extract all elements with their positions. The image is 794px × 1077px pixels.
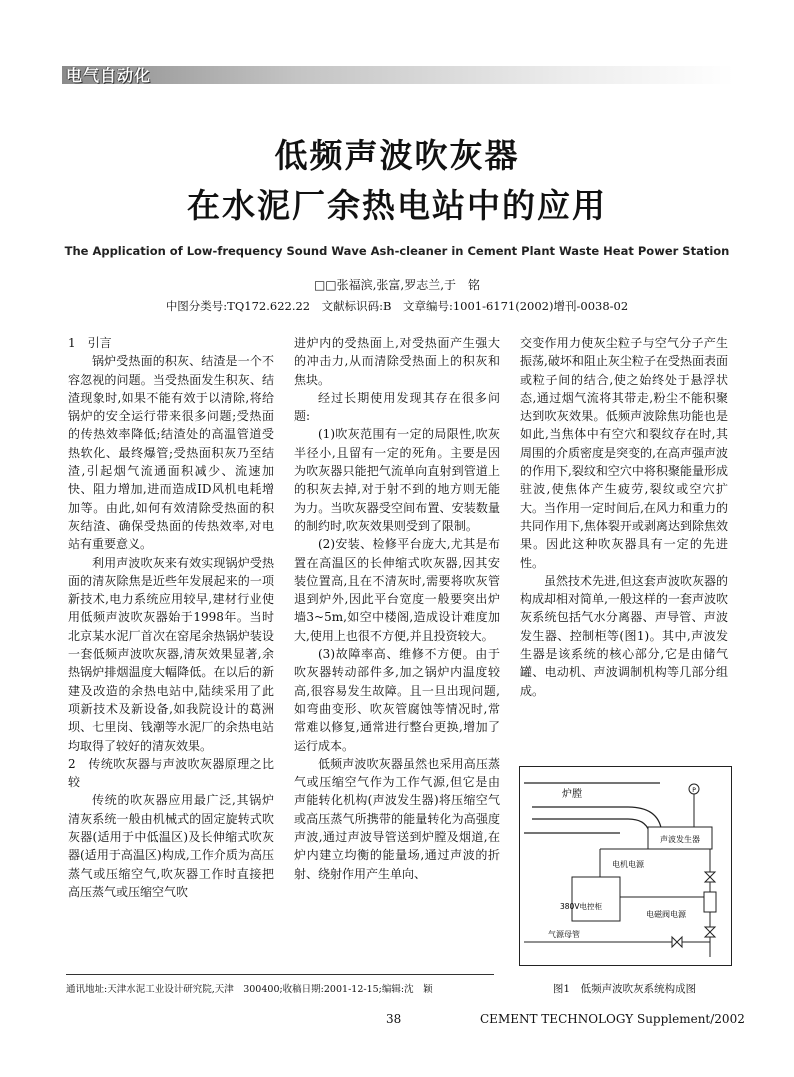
- column-3: [520, 334, 728, 700]
- authors: □□张福滨,张富,罗志兰,于 铭: [313, 278, 481, 292]
- furnace-label: 炉膛: [562, 789, 582, 800]
- air-source-label: 气源母管: [548, 930, 580, 939]
- control-cabinet-box: [572, 877, 620, 921]
- system-diagram: [519, 766, 732, 966]
- section-heading: 2 传统吹灰器与声波吹灰器原理之比较: [68, 756, 274, 790]
- gauge-label: P: [692, 787, 696, 794]
- valve-icon: [705, 927, 715, 937]
- sound-guide-pipe-bottom: [532, 819, 650, 839]
- section-heading: 1 引言: [68, 336, 112, 350]
- paragraph: 传统的吹灰器应用最广泛,其锅炉清灰系统一般由机械式的固定旋转式吹灰器(适用于中低温区)及长伸缩式吹灰器(适用于高温区)构成,工作介质为高压蒸气或压缩空气,吹灰器工作时直接把高压蒸气或压缩空气吹: [68, 793, 274, 899]
- classification-line: 中图分类号:TQ172.622.22 文献标识码:B 文章编号:1001-6171(2002)增刊-0038-02: [165, 299, 629, 313]
- column-2: [294, 334, 500, 883]
- footnote-divider: [66, 974, 494, 975]
- column-1: [68, 334, 274, 901]
- separator-box: [704, 892, 716, 912]
- title-line-2: 在水泥厂余热电站中的应用: [187, 186, 607, 225]
- control-cabinet-label: 380V电控柜: [560, 902, 602, 911]
- section-label: 电气自动化: [66, 66, 152, 85]
- english-title: The Application of Low-frequency Sound Wave Ash-cleaner in Cement Plant Waste Heat Power Station: [64, 244, 730, 258]
- sound-generator-label: 声波发生器: [660, 835, 700, 844]
- paragraph: 经过长期使用发现其存在很多问题:: [294, 390, 500, 424]
- paragraph: (3)故障率高、维修不方便。由于吹灰器转动部件多,加之锅炉内温度较高,很容易发生故障。且一旦出现问题,如弯曲变形、吹灰管腐蚀等情况时,常常难以修复,通常进行整台更换,增加了运行成本。: [294, 647, 500, 753]
- valve-icon: [705, 872, 715, 882]
- system-diagram-svg: [520, 767, 731, 965]
- footnote: 通讯地址:天津水泥工业设计研究院,天津 300400;收稿日期:2001-12-15;编辑:沈 颖: [66, 984, 433, 995]
- paragraph: 利用声波吹灰来有效实现锅炉受热面的清灰除焦是近些年发展起来的一项新技术,电力系统应用较早,建材行业使用低频声波吹灰器始于1998年。当时北京某水泥厂首次在窑尾余热锅炉装设一套低频声波吹灰器,清灰效果显著,余热锅炉排烟温度大幅降低。在以后的新建及改造的余热电站中,陆续采用了此项新技术及新设备,如我院设计的葛洲坝、七里岗、钱潮等水泥厂的余热电站均取得了较好的清灰效果。: [68, 555, 274, 753]
- title-line-1: 低频声波吹灰器: [274, 136, 520, 175]
- motor-power-label: 电机电源: [612, 860, 644, 869]
- journal-name: CEMENT TECHNOLOGY Supplement/2002: [480, 1012, 745, 1026]
- paragraph: (2)安装、检修平台庞大,尤其是布置在高温区的长伸缩式吹灰器,因其安装位置高,且在不清灰时,需要将吹灰管退到炉外,因此平台宽度一般要突出炉墙3~5m,如空中楼阁,造成设计难度加大,使用上也很不方便,并且投资较大。: [294, 537, 500, 643]
- figure-caption: 图1 低频声波吹灰系统构成图: [552, 983, 697, 995]
- paragraph: 锅炉受热面的积灰、结渣是一个不容忽视的问题。当受热面发生积灰、结渣现象时,如果不能有效于以清除,将给锅炉的安全运行带来很多问题;受热面的传热效率降低;结渣处的高温管道受热软化、最终爆管;受热面积灰乃至结渣,引起烟气流通面积减少、流速加快、阻力增加,进而造成ID风机电耗增加等。由此,如何有效清除受热面的积灰结渣、确保受热面的传热效率,对电站有重要意义。: [68, 354, 274, 552]
- valve-power-label: 电磁阀电源: [646, 910, 686, 919]
- valve-icon: [672, 937, 682, 947]
- paragraph: 进炉内的受热面上,对受热面产生强大的冲击力,从而清除受热面上的积灰和焦块。: [294, 336, 500, 387]
- section-header-bar: [62, 66, 734, 84]
- paragraph: 低频声波吹灰器虽然也采用高压蒸气或压缩空气作为工作气源,但它是由声能转化机构(声波发生器)将压缩空气或高压蒸气所携带的能量转化为高强度声波,通过声波导管送到炉膛及烟道,在炉内建立均衡的能量场,通过声波的折射、绕射作用产生单向、: [294, 756, 500, 881]
- page-number: 38: [386, 1012, 402, 1026]
- paragraph: 虽然技术先进,但这套声波吹灰器的构成却相对简单,一般这样的一套声波吹灰系统包括气水分离器、声导管、声波发生器、控制柜等(图1)。其中,声波发生器是该系统的核心部分,它是由储气罐、电动机、声波调制机构等几部分组成。: [520, 573, 728, 698]
- paragraph: (1)吹灰范围有一定的局限性,吹灰半径小,且留有一定的死角。主要是因为吹灰器只能把气流单向直射到管道上的积灰去掉,对于射不到的地方则无能为力。当吹灰器受空间布置、安装数量的制约时,吹灰效果则受到了限制。: [294, 427, 500, 533]
- paragraph: 交变作用力使灰尘粒子与空气分子产生振荡,破坏和阻止灰尘粒子在受热面表面或粒子间的结合,使之始终处于悬浮状态,通过烟气流将其带走,粉尘不能积聚达到吹灰效果。低频声波除焦功能也是如此,当焦体中有空穴和裂纹存在时,其周围的介质密度是突变的,在高声强声波的作用下,裂纹和空穴中将积聚能量形成驻波,使焦体产生疲劳,裂纹或空穴扩大。当作用一定时间后,在风力和重力的共同作用下,焦体裂开或剥离达到除焦效果。因此这种吹灰器具有一定的先进性。: [520, 336, 728, 570]
